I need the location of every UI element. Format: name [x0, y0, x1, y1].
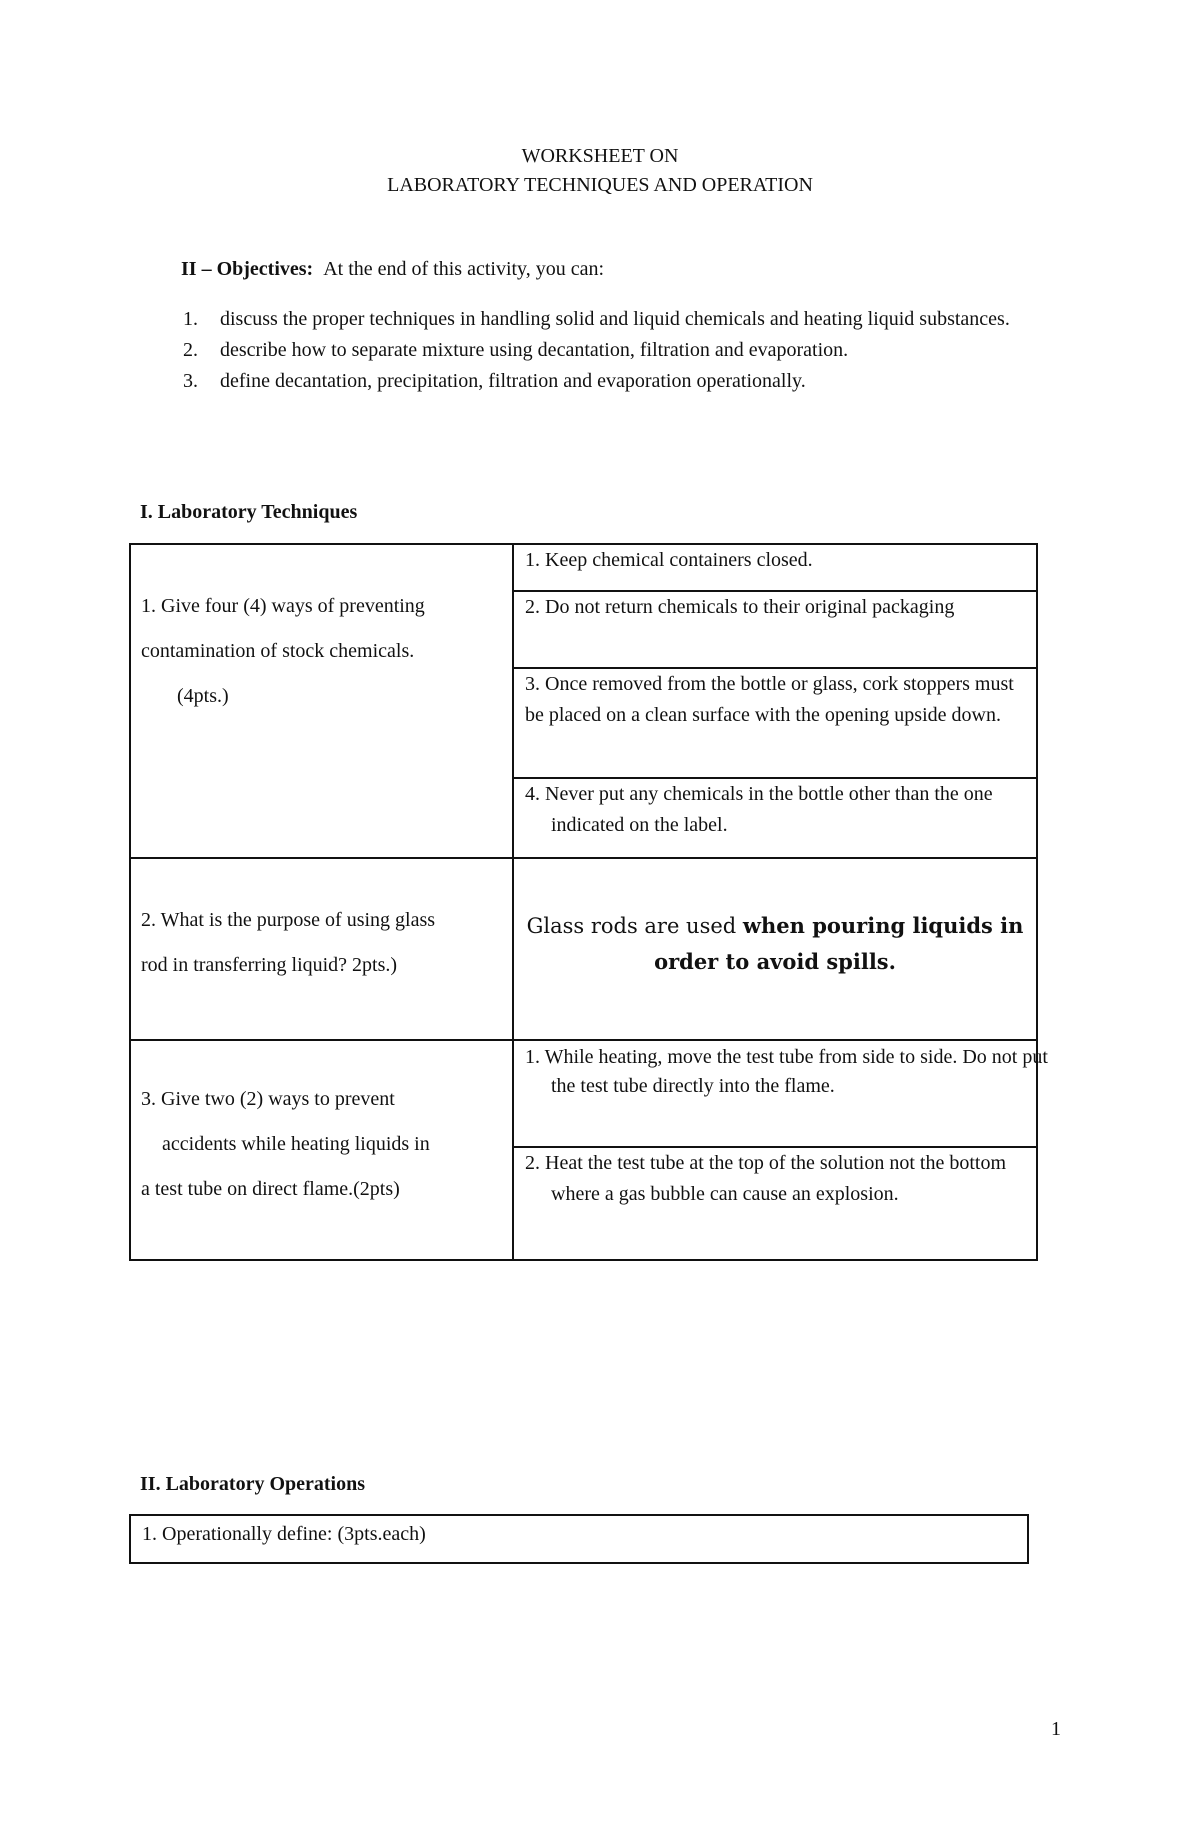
- objectives-intro: At the end of this activity, you can:: [323, 258, 605, 280]
- answer-3-1: 1. While heating, move the test tube from side to side. Do not put the test tube directly into the flame.: [525, 1046, 1048, 1097]
- objective-item: [181, 335, 1071, 366]
- question-2-line2: rod in transferring liquid? 2pts.): [141, 954, 398, 976]
- question-3: [141, 1077, 506, 1212]
- answer-2-part1: Glass rods are used: [526, 914, 737, 938]
- answer-1-1: 1. Keep chemical containers closed.: [525, 549, 813, 571]
- question-2: [141, 898, 506, 988]
- question-1-line2: contamination of stock chemicals.: [141, 640, 415, 662]
- objectives-heading: [181, 254, 604, 284]
- objective-text: discuss the proper techniques in handling solid and liquid chemicals and heating liquid substances.: [220, 308, 1010, 330]
- answer-2: [516, 908, 1034, 980]
- answer-1-2: 2. Do not return chemicals to their original packaging: [525, 596, 955, 618]
- answer-2-part2: when pouring liquids in order to avoid spills.: [654, 913, 1024, 974]
- question-1-line1: 1. Give four (4) ways of preventing: [141, 595, 425, 617]
- objective-item: [181, 366, 1071, 397]
- objective-number: 3.: [183, 370, 198, 392]
- question-3-line1: 3. Give two (2) ways to prevent: [141, 1088, 395, 1110]
- answer-1-4: 4. Never put any chemicals in the bottle other than the one indicated on the label.: [525, 783, 993, 836]
- objectives-label: II – Objectives:: [181, 258, 314, 280]
- question-3-line3: a test tube on direct flame.(2pts): [141, 1178, 400, 1200]
- table-column-divider: [512, 543, 514, 1261]
- question-2-line1: 2. What is the purpose of using glass: [141, 909, 436, 931]
- question-1: [141, 584, 506, 719]
- section1-heading: I. Laboratory Techniques: [140, 501, 358, 523]
- objective-number: 2.: [183, 339, 198, 361]
- worksheet-title-line2: LABORATORY TECHNIQUES AND OPERATION: [387, 174, 813, 196]
- operations-question-1: 1. Operationally define: (3pts.each): [142, 1523, 426, 1545]
- page-number: 1: [1051, 1718, 1061, 1740]
- objectives-list: [181, 304, 1071, 397]
- objective-text: define decantation, precipitation, filtration and evaporation operationally.: [220, 370, 806, 392]
- worksheet-title-line1: WORKSHEET ON: [521, 145, 679, 167]
- section2-heading: II. Laboratory Operations: [140, 1473, 365, 1495]
- table-row-divider: [129, 1039, 1038, 1041]
- answer-1-3: 3. Once removed from the bottle or glass, cork stoppers must be placed on a clean surface with the opening upside down.: [525, 673, 1014, 726]
- question-3-line2: accidents while heating liquids in: [162, 1133, 430, 1155]
- answer-3-2: 2. Heat the test tube at the top of the solution not the bottom where a gas bubble can cause an explosion.: [525, 1152, 1007, 1205]
- laboratory-operations-table: [129, 1514, 1029, 1564]
- question-1-points: (4pts.): [177, 685, 229, 707]
- objective-text: describe how to separate mixture using decantation, filtration and evaporation.: [220, 339, 849, 361]
- objective-number: 1.: [183, 308, 198, 330]
- objective-item: [181, 304, 1071, 335]
- table-row-divider: [129, 857, 1038, 859]
